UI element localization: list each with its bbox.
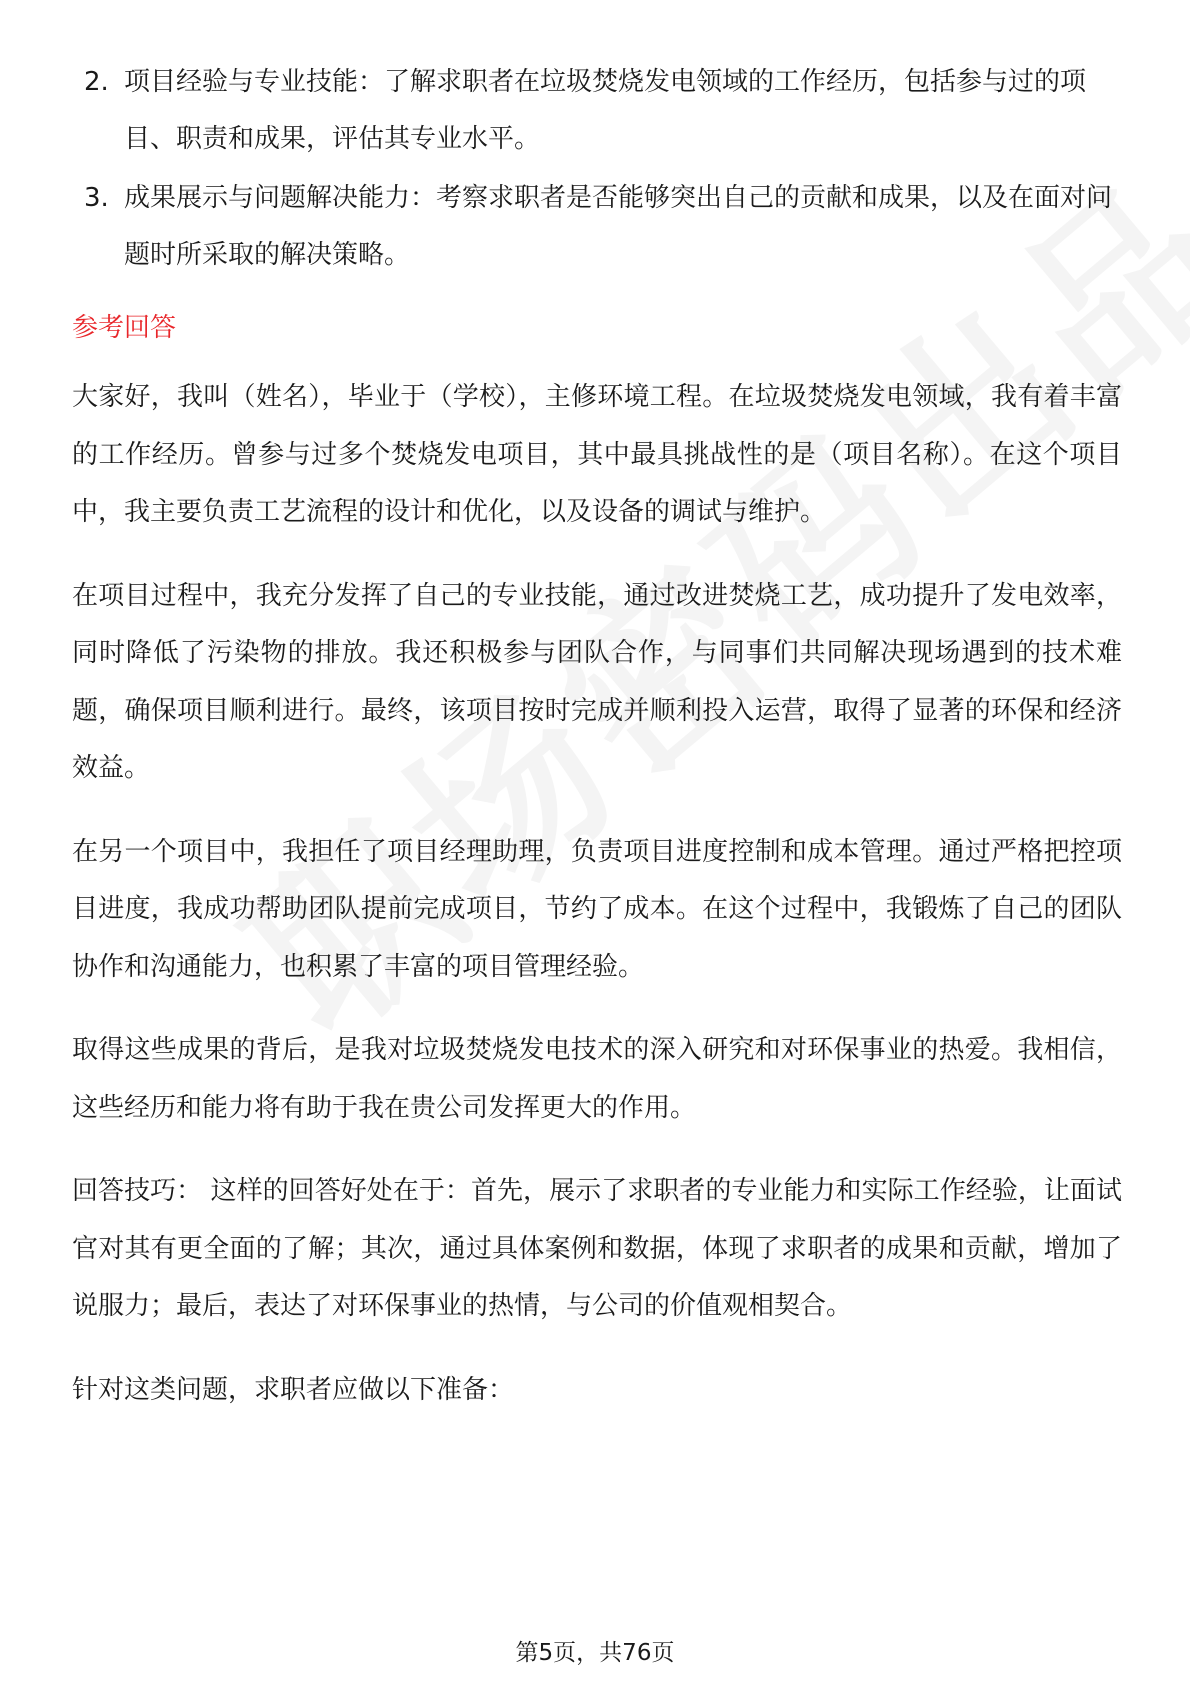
list-item-number: 2.	[84, 67, 109, 97]
list-item-number: 3.	[84, 183, 109, 213]
list-item	[72, 170, 1122, 284]
paragraph: 回答技巧： 这样的回答好处在于：首先，展示了求职者的专业能力和实际工作经验，让面试官对其有更全面的了解；其次，通过具体案例和数据，体现了求职者的成果和贡献，增加了说服力；最后，表达了对环保事业的热情，与公司的价值观相契合。	[72, 1176, 1122, 1321]
paragraph: 取得这些成果的背后，是我对垃圾焚烧发电技术的深入研究和对环保事业的热爱。我相信，这些经历和能力将有助于我在贵公司发挥更大的作用。	[72, 1035, 1122, 1123]
paragraph: 在另一个项目中，我担任了项目经理助理，负责项目进度控制和成本管理。通过严格把控项目进度，我成功帮助团队提前完成项目，节约了成本。在这个过程中，我锻炼了自己的团队协作和沟通能力，也积累了丰富的项目管理经验。	[72, 836, 1122, 982]
page-number-footer: 第5页，共76页	[515, 1640, 675, 1666]
paragraph: 大家好，我叫（姓名），毕业于（学校），主修环境工程。在垃圾焚烧发电领域，我有着丰富的工作经历。曾参与过多个焚烧发电项目，其中最具挑战性的是（项目名称）。在这个项目中，我主要负责工艺流程的设计和优化，以及设备的调试与维护。	[72, 382, 1122, 527]
paragraph: 针对这类问题，求职者应做以下准备：	[72, 1374, 515, 1405]
page-content	[72, 54, 1122, 1445]
list-item-text: 成果展示与问题解决能力：考察求职者是否能够突出自己的贡献和成果，以及在面对问题时所采取的解决策略。	[124, 183, 1113, 270]
question-points-list	[72, 54, 1122, 284]
section-title: 参考回答	[72, 313, 177, 343]
list-item	[72, 54, 1122, 168]
list-item-text: 项目经验与专业技能：了解求职者在垃圾焚烧发电领域的工作经历，包括参与过的项目、职责和成果，评估其专业水平。	[124, 67, 1087, 154]
paragraph: 在项目过程中，我充分发挥了自己的专业技能，通过改进焚烧工艺，成功提升了发电效率，同时降低了污染物的排放。我还积极参与团队合作，与同事们共同解决现场遇到的技术难题，确保项目顺利进行。最终，该项目按时完成并顺利投入运营，取得了显著的环保和经济效益。	[72, 580, 1122, 783]
